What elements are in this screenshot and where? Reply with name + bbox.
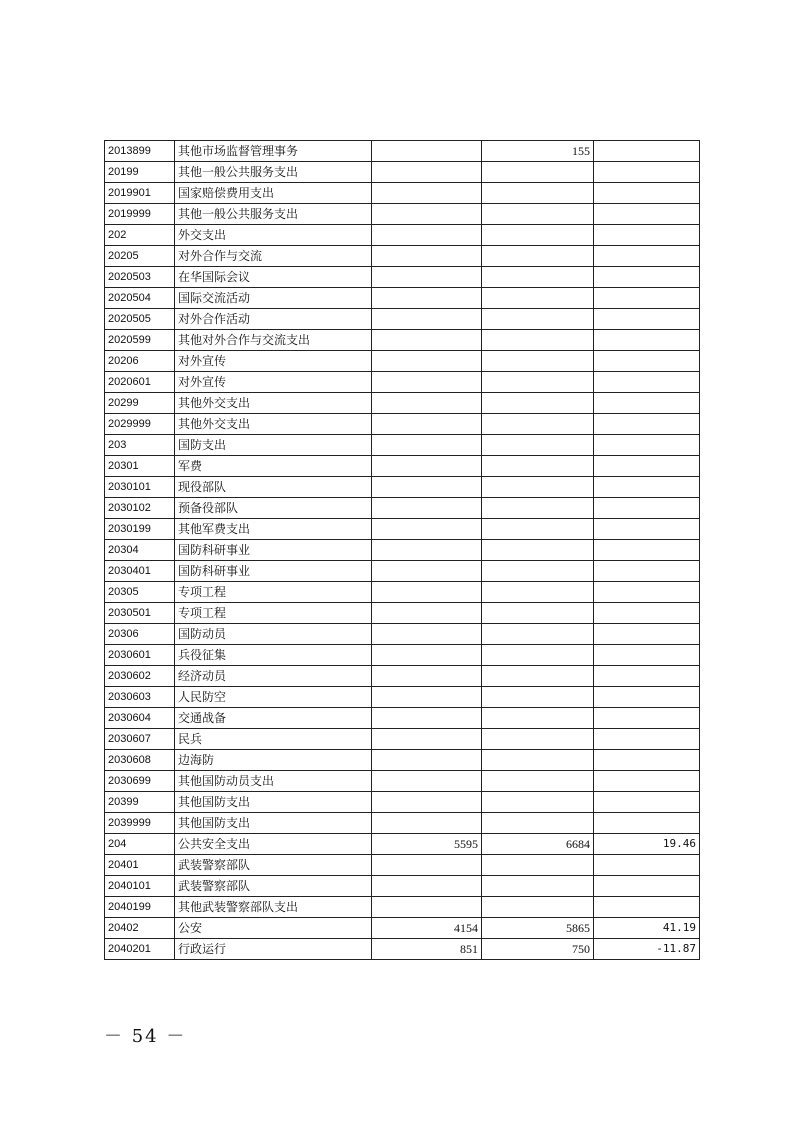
table-row (105, 372, 700, 393)
table-body (105, 141, 700, 960)
subject-code-cell: 202 (105, 225, 175, 246)
change-percent-cell (594, 792, 700, 813)
prior-year-value-cell (372, 813, 482, 834)
subject-name-cell: 国际交流活动 (175, 288, 372, 309)
table-row (105, 309, 700, 330)
subject-name-cell: 边海防 (175, 750, 372, 771)
table-row (105, 897, 700, 918)
subject-code-cell: 2030603 (105, 687, 175, 708)
prior-year-value-cell (372, 456, 482, 477)
change-percent-cell (594, 204, 700, 225)
prior-year-value-cell (372, 267, 482, 288)
current-year-value-cell (482, 771, 594, 792)
subject-name-cell: 公安 (175, 918, 372, 939)
table-row (105, 834, 700, 855)
change-percent-cell (594, 897, 700, 918)
subject-name-cell: 交通战备 (175, 708, 372, 729)
prior-year-value-cell: 851 (372, 939, 482, 960)
subject-code-cell: 20306 (105, 624, 175, 645)
table-row (105, 288, 700, 309)
prior-year-value-cell (372, 771, 482, 792)
current-year-value-cell (482, 204, 594, 225)
subject-name-cell: 经济动员 (175, 666, 372, 687)
change-percent-cell (594, 603, 700, 624)
table-row (105, 624, 700, 645)
current-year-value-cell: 5865 (482, 918, 594, 939)
current-year-value-cell (482, 582, 594, 603)
subject-name-cell: 其他国防动员支出 (175, 771, 372, 792)
prior-year-value-cell (372, 876, 482, 897)
change-percent-cell (594, 288, 700, 309)
current-year-value-cell (482, 414, 594, 435)
prior-year-value-cell (372, 309, 482, 330)
change-percent-cell: -11.87 (594, 939, 700, 960)
subject-code-cell: 20401 (105, 855, 175, 876)
prior-year-value-cell (372, 435, 482, 456)
subject-name-cell: 对外宣传 (175, 372, 372, 393)
current-year-value-cell (482, 666, 594, 687)
subject-name-cell: 专项工程 (175, 603, 372, 624)
change-percent-cell (594, 414, 700, 435)
subject-code-cell: 20205 (105, 246, 175, 267)
prior-year-value-cell (372, 729, 482, 750)
change-percent-cell (594, 498, 700, 519)
subject-code-cell: 20399 (105, 792, 175, 813)
prior-year-value-cell: 5595 (372, 834, 482, 855)
current-year-value-cell (482, 225, 594, 246)
change-percent-cell (594, 645, 700, 666)
subject-code-cell: 2030101 (105, 477, 175, 498)
prior-year-value-cell (372, 645, 482, 666)
prior-year-value-cell (372, 708, 482, 729)
change-percent-cell (594, 729, 700, 750)
current-year-value-cell (482, 876, 594, 897)
change-percent-cell (594, 582, 700, 603)
subject-code-cell: 2019901 (105, 183, 175, 204)
subject-name-cell: 民兵 (175, 729, 372, 750)
prior-year-value-cell (372, 351, 482, 372)
subject-code-cell: 2030607 (105, 729, 175, 750)
prior-year-value-cell (372, 414, 482, 435)
subject-name-cell: 对外合作活动 (175, 309, 372, 330)
table-row (105, 351, 700, 372)
change-percent-cell (594, 519, 700, 540)
table-row (105, 498, 700, 519)
prior-year-value-cell (372, 582, 482, 603)
subject-code-cell: 2040201 (105, 939, 175, 960)
table-row (105, 666, 700, 687)
change-percent-cell (594, 666, 700, 687)
subject-code-cell: 2020504 (105, 288, 175, 309)
prior-year-value-cell (372, 750, 482, 771)
table-row (105, 561, 700, 582)
subject-name-cell: 其他外交支出 (175, 393, 372, 414)
change-percent-cell (594, 141, 700, 162)
subject-code-cell: 204 (105, 834, 175, 855)
prior-year-value-cell (372, 792, 482, 813)
prior-year-value-cell (372, 477, 482, 498)
subject-code-cell: 20402 (105, 918, 175, 939)
table-row (105, 918, 700, 939)
subject-name-cell: 预备役部队 (175, 498, 372, 519)
subject-name-cell: 对外合作与交流 (175, 246, 372, 267)
prior-year-value-cell (372, 561, 482, 582)
change-percent-cell (594, 813, 700, 834)
current-year-value-cell: 750 (482, 939, 594, 960)
change-percent-cell (594, 708, 700, 729)
subject-code-cell: 2020599 (105, 330, 175, 351)
subject-name-cell: 其他对外合作与交流支出 (175, 330, 372, 351)
current-year-value-cell (482, 750, 594, 771)
current-year-value-cell (482, 645, 594, 666)
subject-code-cell: 20304 (105, 540, 175, 561)
subject-code-cell: 2013899 (105, 141, 175, 162)
current-year-value-cell (482, 708, 594, 729)
table-row (105, 267, 700, 288)
subject-name-cell: 其他国防支出 (175, 813, 372, 834)
table-row (105, 792, 700, 813)
subject-name-cell: 武装警察部队 (175, 855, 372, 876)
page-number: － 54 － (104, 1026, 187, 1047)
prior-year-value-cell (372, 183, 482, 204)
change-percent-cell (594, 330, 700, 351)
subject-name-cell: 其他一般公共服务支出 (175, 204, 372, 225)
subject-name-cell: 其他军费支出 (175, 519, 372, 540)
table-row (105, 414, 700, 435)
subject-name-cell: 专项工程 (175, 582, 372, 603)
current-year-value-cell: 6684 (482, 834, 594, 855)
current-year-value-cell (482, 519, 594, 540)
prior-year-value-cell (372, 603, 482, 624)
subject-name-cell: 行政运行 (175, 939, 372, 960)
table-row (105, 771, 700, 792)
change-percent-cell (594, 750, 700, 771)
change-percent-cell (594, 540, 700, 561)
table-row (105, 435, 700, 456)
subject-code-cell: 20301 (105, 456, 175, 477)
prior-year-value-cell (372, 372, 482, 393)
subject-name-cell: 其他国防支出 (175, 792, 372, 813)
subject-code-cell: 2039999 (105, 813, 175, 834)
current-year-value-cell: 155 (482, 141, 594, 162)
table-row (105, 876, 700, 897)
table-row (105, 603, 700, 624)
table-row (105, 246, 700, 267)
table-row (105, 813, 700, 834)
subject-code-cell: 2020601 (105, 372, 175, 393)
subject-code-cell: 20199 (105, 162, 175, 183)
subject-code-cell: 2030601 (105, 645, 175, 666)
current-year-value-cell (482, 162, 594, 183)
table-row (105, 477, 700, 498)
change-percent-cell (594, 855, 700, 876)
table-row (105, 729, 700, 750)
prior-year-value-cell (372, 330, 482, 351)
subject-code-cell: 2040101 (105, 876, 175, 897)
subject-name-cell: 人民防空 (175, 687, 372, 708)
prior-year-value-cell (372, 141, 482, 162)
subject-name-cell: 现役部队 (175, 477, 372, 498)
current-year-value-cell (482, 435, 594, 456)
table-row (105, 393, 700, 414)
table-row (105, 456, 700, 477)
change-percent-cell (594, 624, 700, 645)
change-percent-cell (594, 456, 700, 477)
subject-code-cell: 2030604 (105, 708, 175, 729)
change-percent-cell (594, 876, 700, 897)
current-year-value-cell (482, 477, 594, 498)
prior-year-value-cell (372, 687, 482, 708)
current-year-value-cell (482, 498, 594, 519)
current-year-value-cell (482, 330, 594, 351)
table-row (105, 855, 700, 876)
table-row (105, 750, 700, 771)
current-year-value-cell (482, 372, 594, 393)
subject-code-cell: 2030401 (105, 561, 175, 582)
current-year-value-cell (482, 813, 594, 834)
prior-year-value-cell (372, 666, 482, 687)
subject-code-cell: 2030501 (105, 603, 175, 624)
current-year-value-cell (482, 603, 594, 624)
table-row (105, 582, 700, 603)
subject-name-cell: 武装警察部队 (175, 876, 372, 897)
prior-year-value-cell (372, 246, 482, 267)
subject-name-cell: 兵役征集 (175, 645, 372, 666)
current-year-value-cell (482, 351, 594, 372)
prior-year-value-cell (372, 225, 482, 246)
prior-year-value-cell (372, 204, 482, 225)
current-year-value-cell (482, 855, 594, 876)
current-year-value-cell (482, 792, 594, 813)
current-year-value-cell (482, 309, 594, 330)
subject-code-cell: 2030699 (105, 771, 175, 792)
current-year-value-cell (482, 393, 594, 414)
table-row (105, 519, 700, 540)
subject-code-cell: 2030602 (105, 666, 175, 687)
change-percent-cell (594, 561, 700, 582)
table-row (105, 225, 700, 246)
change-percent-cell (594, 687, 700, 708)
change-percent-cell (594, 183, 700, 204)
current-year-value-cell (482, 246, 594, 267)
subject-code-cell: 2030608 (105, 750, 175, 771)
current-year-value-cell (482, 561, 594, 582)
change-percent-cell (594, 267, 700, 288)
prior-year-value-cell (372, 393, 482, 414)
subject-code-cell: 2019999 (105, 204, 175, 225)
table-row (105, 687, 700, 708)
current-year-value-cell (482, 288, 594, 309)
change-percent-cell (594, 372, 700, 393)
subject-code-cell: 2030102 (105, 498, 175, 519)
table-row (105, 183, 700, 204)
current-year-value-cell (482, 540, 594, 561)
prior-year-value-cell (372, 519, 482, 540)
subject-name-cell: 国家赔偿费用支出 (175, 183, 372, 204)
current-year-value-cell (482, 687, 594, 708)
subject-name-cell: 其他市场监督管理事务 (175, 141, 372, 162)
change-percent-cell (594, 225, 700, 246)
change-percent-cell (594, 435, 700, 456)
subject-code-cell: 2040199 (105, 897, 175, 918)
table-row (105, 645, 700, 666)
subject-name-cell: 外交支出 (175, 225, 372, 246)
table-row (105, 204, 700, 225)
current-year-value-cell (482, 729, 594, 750)
change-percent-cell: 41.19 (594, 918, 700, 939)
change-percent-cell (594, 162, 700, 183)
subject-code-cell: 203 (105, 435, 175, 456)
subject-name-cell: 国防科研事业 (175, 561, 372, 582)
table-row (105, 540, 700, 561)
table-row (105, 141, 700, 162)
subject-name-cell: 公共安全支出 (175, 834, 372, 855)
prior-year-value-cell (372, 624, 482, 645)
subject-code-cell: 2020505 (105, 309, 175, 330)
prior-year-value-cell (372, 897, 482, 918)
table-row (105, 708, 700, 729)
table-row (105, 939, 700, 960)
subject-code-cell: 20299 (105, 393, 175, 414)
change-percent-cell (594, 393, 700, 414)
current-year-value-cell (482, 897, 594, 918)
change-percent-cell (594, 246, 700, 267)
subject-name-cell: 其他武装警察部队支出 (175, 897, 372, 918)
current-year-value-cell (482, 183, 594, 204)
change-percent-cell (594, 351, 700, 372)
table-row (105, 162, 700, 183)
subject-code-cell: 2030199 (105, 519, 175, 540)
subject-name-cell: 其他一般公共服务支出 (175, 162, 372, 183)
subject-code-cell: 2020503 (105, 267, 175, 288)
table-row (105, 330, 700, 351)
current-year-value-cell (482, 456, 594, 477)
current-year-value-cell (482, 624, 594, 645)
change-percent-cell (594, 771, 700, 792)
change-percent-cell: 19.46 (594, 834, 700, 855)
current-year-value-cell (482, 267, 594, 288)
subject-name-cell: 国防动员 (175, 624, 372, 645)
budget-table (104, 140, 700, 960)
prior-year-value-cell: 4154 (372, 918, 482, 939)
subject-name-cell: 国防科研事业 (175, 540, 372, 561)
prior-year-value-cell (372, 288, 482, 309)
subject-name-cell: 军费 (175, 456, 372, 477)
subject-name-cell: 其他外交支出 (175, 414, 372, 435)
prior-year-value-cell (372, 855, 482, 876)
subject-code-cell: 2029999 (105, 414, 175, 435)
subject-name-cell: 对外宣传 (175, 351, 372, 372)
prior-year-value-cell (372, 162, 482, 183)
subject-code-cell: 20206 (105, 351, 175, 372)
subject-name-cell: 在华国际会议 (175, 267, 372, 288)
subject-name-cell: 国防支出 (175, 435, 372, 456)
change-percent-cell (594, 309, 700, 330)
prior-year-value-cell (372, 498, 482, 519)
subject-code-cell: 20305 (105, 582, 175, 603)
change-percent-cell (594, 477, 700, 498)
prior-year-value-cell (372, 540, 482, 561)
